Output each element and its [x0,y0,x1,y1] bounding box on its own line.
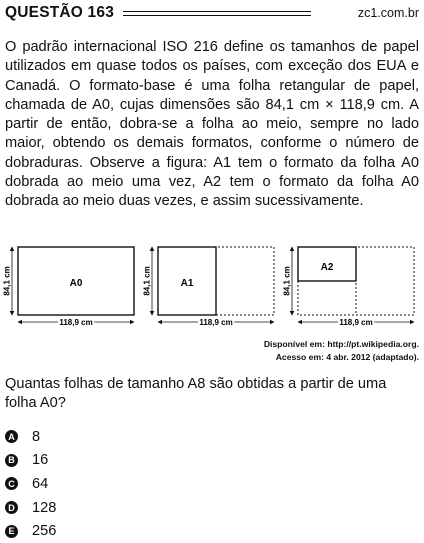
option-e-letter: E [5,525,18,538]
option-a[interactable] [5,425,56,449]
question-prompt: Quantas folhas de tamanho A8 são obtidas a partir de uma folha A0? [5,376,387,412]
option-b-letter: B [5,454,18,467]
panel-a0 [3,247,135,327]
question-text: O padrão internacional ISO 216 define os tamanhos de papel utilizados em quase todos os países, com exceção dos EUA e Canadá. O formato-base é uma folha retangular de papel, chamada de A0, cujas dimensões são 84,1 cm × 118,9 cm. A partir de então, dobra-se a folha ao meio, sempre no lado maior, obtendo os demais formatos, conforme o número de dobraduras. Observe a figura: A1 tem o formato da folha A0 dobrada ao meio uma vez, A2 tem o formato da folha A0 dobrada ao meio duas vezes, e assim sucessivamente. [5,39,419,210]
panel-a0-label: A0 [69,278,83,289]
option-c-value: 64 [32,475,49,492]
panel-a0-height: 84,1 cm [2,266,12,296]
paper-sizes-figure [0,241,424,333]
option-b[interactable] [5,449,56,473]
source-line-2: Acesso em: 4 abr. 2012 (adaptado). [275,352,419,362]
panel-a2-width: 118,9 cm [339,318,373,327]
source-line-1: Disponível em: http://pt.wikipedia.org. [263,339,419,349]
panel-a1 [143,247,275,327]
option-c[interactable] [5,472,56,496]
question-header [5,4,419,24]
panel-a2-height: 84,1 cm [282,266,292,296]
question-title: QUESTÃO 163 [5,4,115,21]
option-d-value: 128 [32,499,57,516]
option-d-letter: D [5,501,18,514]
site-name: zc1.com.br [357,6,419,20]
panel-a0-width: 118,9 cm [59,318,93,327]
header-rule [123,11,311,16]
option-c-letter: C [5,477,18,490]
panel-a1-label: A1 [180,278,194,289]
panel-a1-width: 118,9 cm [199,318,233,327]
option-e[interactable] [5,519,56,543]
option-a-letter: A [5,430,18,443]
panel-a2 [283,247,415,327]
panel-a2-label: A2 [320,262,334,273]
option-e-value: 256 [32,523,57,540]
option-a-value: 8 [32,428,41,445]
option-d[interactable] [5,496,56,520]
panel-a1-height: 84,1 cm [142,266,152,296]
answer-options [5,425,56,543]
option-b-value: 16 [32,452,49,469]
figure-source [264,338,419,364]
